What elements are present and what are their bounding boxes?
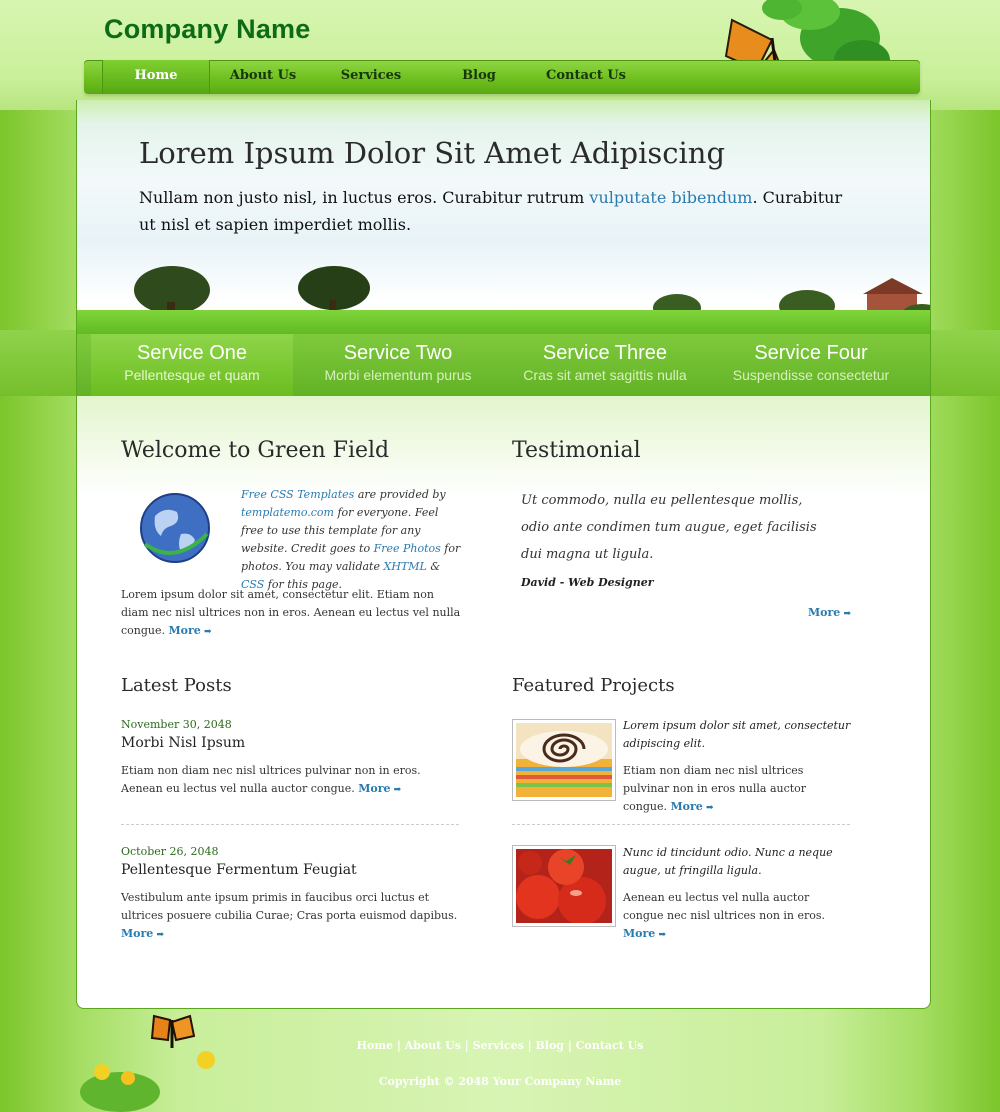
hero-banner — [77, 100, 930, 334]
featured-projects-heading: Featured Projects — [512, 675, 675, 696]
footer-nav: Home | About Us | Services | Blog | Contact Us — [356, 1039, 644, 1052]
post-more-link[interactable]: More ➡ — [121, 927, 164, 940]
service-subtitle: Suspendisse consectetur — [732, 367, 890, 383]
service-title: Service One — [136, 342, 248, 364]
footer-link-services[interactable]: Services — [472, 1039, 524, 1052]
welcome-more-link[interactable]: More ➡ — [169, 624, 212, 637]
right-stripe — [929, 330, 1000, 396]
project-divider — [512, 824, 850, 825]
testimonial-quote: Ut commodo, nulla eu pellentesque mollis, odio ante condimen tum augue, eget facilisis dui magna ut ligula. — [521, 493, 817, 562]
link-templatemo[interactable]: templatemo.com — [241, 506, 334, 519]
welcome-text: for everyone. Feel free to use this template for any website. Credit goes to — [241, 506, 439, 555]
project-body-text: Etiam non diam nec nisl ultrices pulvinar non in eros nulla auctor congue. — [623, 764, 807, 813]
tomatoes-image — [516, 849, 612, 923]
project-body-text: Aenean eu lectus vel nulla auctor congue nec nisl ultrices non in eros. — [623, 891, 826, 922]
post-title[interactable]: Morbi Nisl Ipsum — [121, 735, 246, 751]
project-intro: Lorem ipsum dolor sit amet, consectetur adipiscing elit. — [623, 719, 851, 750]
welcome-heading: Welcome to Green Field — [121, 438, 390, 463]
service-title: Service Two — [343, 342, 453, 364]
testimonial-more-link[interactable]: More ➡ — [808, 606, 851, 619]
project-thumbnail[interactable] — [512, 845, 616, 927]
post-divider — [121, 824, 459, 825]
post-body — [121, 762, 463, 799]
service-subtitle: Cras sit amet sagittis nulla — [523, 367, 687, 383]
project-more-link[interactable]: More ➡ — [623, 927, 666, 940]
welcome-text: are provided by — [354, 488, 446, 501]
post-title[interactable]: Pellentesque Fermentum Feugiat — [121, 862, 357, 878]
service-tab-four[interactable] — [707, 334, 915, 396]
services-bar — [77, 334, 930, 396]
welcome-text: for photos. You may validate — [241, 542, 461, 573]
hero-title: Lorem Ipsum Dolor Sit Amet Adipiscing — [139, 136, 726, 170]
nav-services[interactable]: Services — [340, 68, 402, 83]
project-body — [623, 889, 853, 944]
service-tab-two[interactable] — [293, 334, 503, 396]
content-panel — [76, 100, 931, 1009]
hero-highlight-link[interactable]: vulputate bibendum — [589, 188, 753, 207]
post-date: October 26, 2048 — [121, 845, 219, 858]
footer-link-contact-us[interactable]: Contact Us — [575, 1039, 644, 1052]
site-logo[interactable]: Company Name — [104, 14, 311, 44]
link-xhtml[interactable]: XHTML — [383, 560, 427, 573]
hero-text-part1: Nullam non justo nisl, in luctus eros. Curabitur rutrum — [139, 188, 590, 207]
post-body-text: Vestibulum ante ipsum primis in faucibus orci luctus et ultrices posuere cubilia Curae; Cras porta euismod dapibus. — [121, 891, 458, 922]
service-title: Service Three — [542, 342, 668, 364]
hero-text-part2: . Curabitur ut nisl et sapien imperdiet mollis. — [139, 188, 843, 234]
hero-grass — [77, 310, 930, 336]
testimonial-author: David - Web Designer — [521, 576, 654, 589]
copyright-text: Copyright © 2048 Your Company Name — [378, 1075, 622, 1088]
footer-link-about-us[interactable]: About Us — [404, 1039, 461, 1052]
link-free-css-templates[interactable]: Free CSS Templates — [241, 488, 355, 501]
nav-contact-us[interactable]: Contact Us — [546, 68, 626, 83]
welcome-text: for this page. — [264, 578, 343, 591]
project-thumbnail[interactable] — [512, 719, 616, 801]
project-body — [623, 762, 853, 817]
post-body-text: Etiam non diam nec nisl ultrices pulvinar non in eros. Aenean eu lectus vel nulla auctor congue. — [121, 764, 421, 795]
nav-blog[interactable]: Blog — [462, 68, 496, 83]
welcome-body-text: Lorem ipsum dolor sit amet, consectetur elit. Etiam non diam nec nisl ultrices non in eros. Aenean eu lectus vel nulla congue. — [121, 588, 461, 637]
project-intro: Nunc id tincidunt odio. Nunc a neque augue, ut fringilla ligula. — [623, 846, 833, 877]
welcome-body — [121, 586, 463, 641]
project-more-link[interactable]: More ➡ — [671, 800, 714, 813]
hero-text — [139, 184, 859, 238]
footer-link-blog[interactable]: Blog — [535, 1039, 564, 1052]
welcome-intro — [241, 486, 463, 594]
main-nav — [84, 60, 920, 94]
globe-icon — [137, 490, 213, 566]
service-title: Service Four — [754, 342, 868, 364]
nav-home[interactable]: Home — [102, 60, 210, 94]
service-tab-three[interactable] — [503, 334, 707, 396]
welcome-text: & — [426, 560, 441, 573]
spiral-cake-image — [516, 723, 612, 797]
post-more-link[interactable]: More ➡ — [358, 782, 401, 795]
service-tab-one[interactable] — [91, 334, 293, 396]
flowers-butterfly-decoration — [80, 1012, 240, 1112]
link-free-photos[interactable]: Free Photos — [373, 542, 441, 555]
nav-about-us[interactable]: About Us — [229, 68, 297, 83]
service-subtitle: Morbi elementum purus — [324, 367, 472, 383]
post-date: November 30, 2048 — [121, 718, 232, 731]
left-stripe — [0, 330, 76, 396]
latest-posts-heading: Latest Posts — [121, 675, 232, 696]
link-css[interactable]: CSS — [241, 578, 265, 591]
testimonial-heading: Testimonial — [512, 438, 641, 463]
service-subtitle: Pellentesque et quam — [124, 367, 260, 383]
footer-link-home[interactable]: Home — [356, 1039, 393, 1052]
post-body — [121, 889, 463, 944]
